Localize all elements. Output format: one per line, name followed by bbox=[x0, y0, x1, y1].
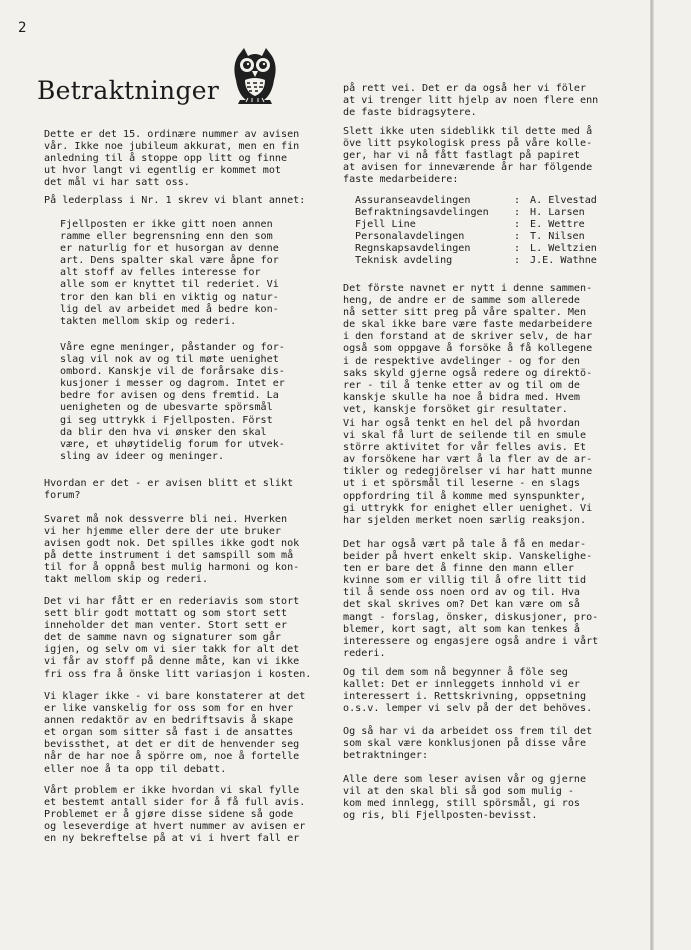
staff-row: Assuranseavdelingen : A. Elvestad bbox=[355, 195, 597, 206]
paragraph: Vårt problem er ikke hvordan vi skal fylle et bestemt antall sider for å få full avis. Problemet er å gjøre disse sidene så gode og leseverdige at hvert nummer av avisen er en ny bekreftelse på at vi i hvert fall er bbox=[44, 785, 306, 845]
paragraph: Alle dere som leser avisen vår og gjerne vil at den skal bli så god som mulig - kom med innlegg, still spörsmål, gi ros og ris, bli Fjellposten-bevisst. bbox=[343, 774, 587, 822]
staff-row: Befraktningsavdelingen : H. Larsen bbox=[355, 207, 585, 219]
quote-paragraph: Fjellposten er ikke gitt noen annen ramme eller begrensning enn den som er naturlig for et husorgan av denne art. Dens spalter skal være åpne for alt stoff av felles interesse for alle som er knyttet til rederiet. Vi tror den kan bli en viktig og natur- lig del av arbeidet med å bedre kon- takten mellom skip og rederi. bbox=[60, 219, 279, 327]
paragraph: Det vi har fått er en rederiavis som stort sett blir godt mottatt og som stort sett inneholder det man venter. Stort sett er det de samme navn og signaturer som går igjen, og selv om vi sier takk for alt det vi får av stoff på denne måte, kan vi ikke fri oss fra å önske litt variasjon i kosten. bbox=[44, 596, 312, 680]
paragraph: Og så har vi da arbeidet oss frem til det som skal være konklusjonen på disse våre betraktninger: bbox=[343, 726, 593, 762]
paragraph: Det förste navnet er nytt i denne sammen- heng, de andre er de samme som allerede nå setter sitt preg på våre spalter. Men de skal ikke bare være faste medarbeidere i den forstand at de skriver selv, de har også som oppgave å forsöke å få kollegene i de respektive avdelinger - og for den saks skyld gjerne også redere og direktö- rer - til å tenke etter av og til om de kanskje skulle ha noe å bidra med. Hvem vet, kanskje forsöket gir resultater. bbox=[343, 283, 593, 415]
paragraph: Dette er det 15. ordinære nummer av avisen vår. Ikke noe jubileum akkurat, men en fin anledning til å stoppe opp litt og finne ut hvor langt vi egentlig er kommet mot det mål vi har satt oss. bbox=[44, 129, 300, 189]
staff-row: Fjell Line : E. Wettre bbox=[355, 219, 585, 231]
paragraph: Slett ikke uten sideblikk til dette med å öve litt psykologisk press på våre kolle- ger, har vi nå fått fastlagt på papiret at avisen for inneværende år har fölgende faste medarbeidere: bbox=[343, 126, 593, 186]
staff-list bbox=[355, 195, 597, 268]
owl-icon bbox=[230, 44, 280, 106]
paragraph: Det har også vært på tale å få en medar- beider på hvert enkelt skip. Vanskelighe- ten er bare det å finne den mann eller kvinne som er villig til å ofre litt tid til å sende oss noen ord av og til. Hva det skal skrives om? Det kan være om så mangt - forslag, önsker, diskusjoner, pro- blemer, kort sagt, alt som kan tenkes å interessere og engasjere også andre i vårt rederi. bbox=[343, 539, 599, 659]
page-number: 2 bbox=[18, 20, 27, 36]
page-edge-shadow bbox=[650, 0, 654, 950]
staff-row: Personalavdelingen : T. Nilsen bbox=[355, 231, 585, 243]
paragraph: På lederplass i Nr. 1 skrev vi blant annet: bbox=[44, 195, 306, 206]
paragraph: Svaret må nok dessverre bli nei. Hverken vi her hjemme eller dere der ute bruker avisen godt nok. Det spilles ikke godt nok på dette instrument i det samspill som må til for å oppnå best mulig harmoni og kon- takt mellom skip og rederi. bbox=[44, 514, 300, 586]
staff-row: Regnskapsavdelingen : L. Weltzien bbox=[355, 243, 597, 255]
paragraph: på rett vei. Det er da også her vi föler at vi trenger litt hjelp av noen flere enn de faste bidragsytere. bbox=[343, 83, 599, 119]
paragraph: Hvordan er det - er avisen blitt et slikt forum? bbox=[44, 478, 294, 502]
paragraph: Vi klager ikke - vi bare konstaterer at det er like vanskelig for oss som for en hver annen redaktör av en bedriftsavis å skape et organ som sitter så fast i de ansattes bevissthet, at det er dit de henvender seg når de har noe å spörre om, noe å fortelle eller noe å ta opp til debatt. bbox=[44, 691, 306, 775]
staff-row: Teknisk avdeling : J.E. Wathne bbox=[355, 255, 597, 267]
article-title: Betraktninger bbox=[37, 76, 220, 105]
paragraph: Og til dem som nå begynner å föle seg kallet: Det er innleggets innhold vi er interessert i. Rettskrivning, oppsetning o.s.v. lemper vi selv på der det behöves. bbox=[343, 667, 593, 715]
paragraph: Vi har også tenkt en hel del på hvordan vi skal få lurt de seilende til en smule större aktivitet for vår felles avis. Et av forsökene har vært å la fler av de ar- tikler og redegjörelser vi har hatt munne ut i et spörsmål til leserne - en slags oppfordring til å komme med synspunkter, gi uttrykk for enighet eller uenighet. Vi har sjelden merket noen særlig reaksjon. bbox=[343, 418, 593, 526]
quote-paragraph: Våre egne meninger, påstander og for- slag vil nok av og til møte uenighet ombord. Kanskje vil de forårsake dis- kusjoner i messer og dagrom. Intet er bedre for avisen og dens fremtid. La uenigheten og de ubesvarte spörsmål gi seg uttrykk i Fjellposten. Först da blir den hva vi ønsker den skal være, et uhøytidelig forum for utvek- sling av ideer og meninger. bbox=[60, 342, 285, 462]
